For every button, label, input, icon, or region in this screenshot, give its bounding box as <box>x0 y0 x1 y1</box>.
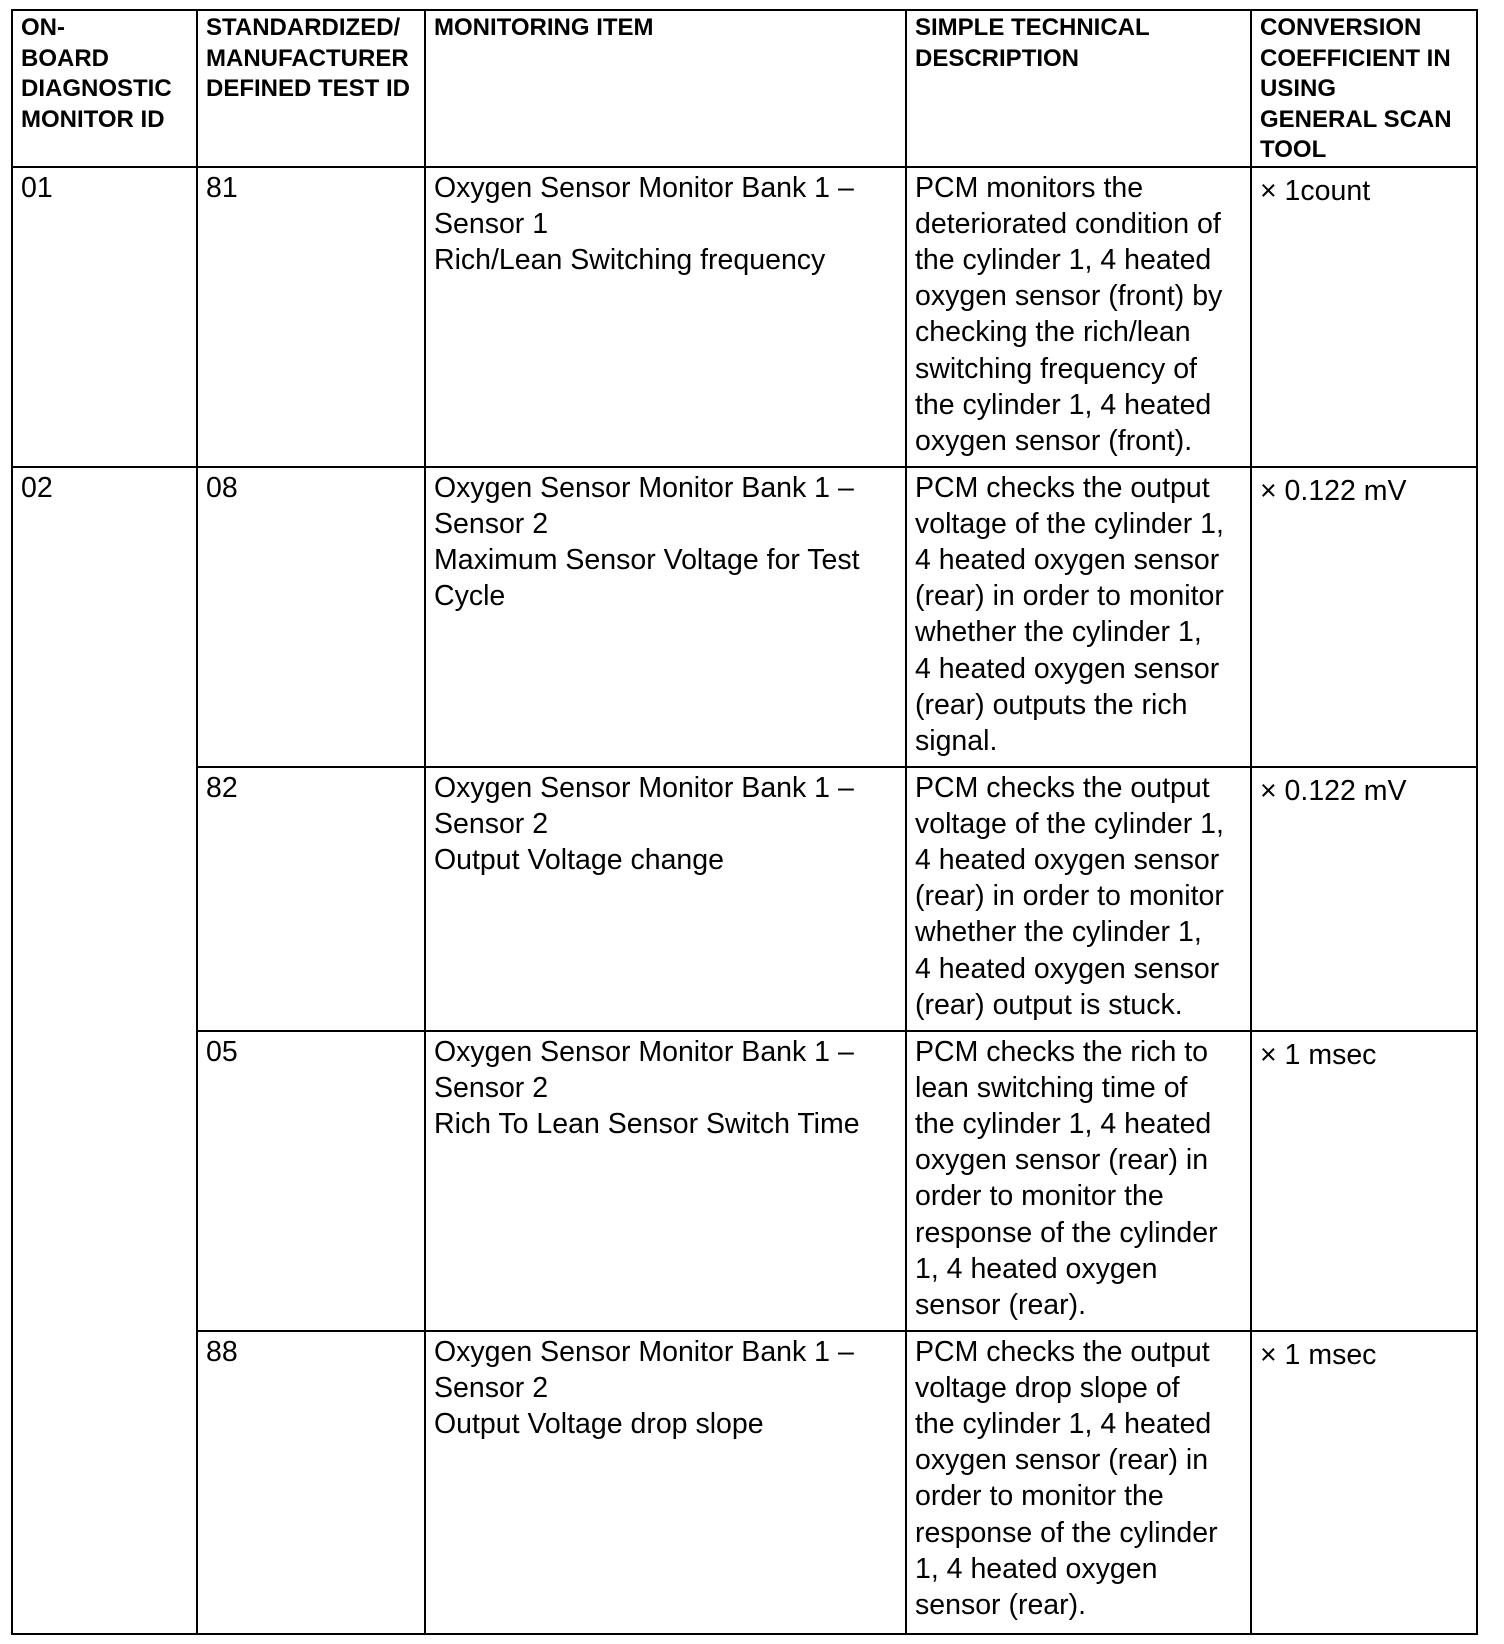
diagnostic-monitor-table <box>11 9 1478 1635</box>
coefficient-cell: × 1count <box>1251 167 1477 467</box>
table-row <box>12 167 1477 467</box>
description-cell: PCM checks the output voltage of the cylinder 1, 4 heated oxygen sensor (rear) in order to monitor whether the cylinder 1, 4 heated oxygen sensor (rear) outputs the rich signal. <box>906 467 1251 767</box>
test-id-cell: 08 <box>197 467 425 767</box>
test-id-cell: 81 <box>197 167 425 467</box>
monitoring-item-cell: Oxygen Sensor Monitor Bank 1 – Sensor 2 Output Voltage change <box>425 767 906 1031</box>
monitoring-item-cell: Oxygen Sensor Monitor Bank 1 – Sensor 2 Maximum Sensor Voltage for Test Cycle <box>425 467 906 767</box>
monitoring-item-cell: Oxygen Sensor Monitor Bank 1 – Sensor 1 Rich/Lean Switching frequency <box>425 167 906 467</box>
monitoring-item-cell: Oxygen Sensor Monitor Bank 1 – Sensor 2 Rich To Lean Sensor Switch Time <box>425 1031 906 1331</box>
coefficient-cell: × 0.122 mV <box>1251 467 1477 767</box>
test-id-cell: 82 <box>197 767 425 1031</box>
monitoring-item-cell: Oxygen Sensor Monitor Bank 1 – Sensor 2 Output Voltage drop slope <box>425 1331 906 1634</box>
description-cell: PCM checks the output voltage drop slope of the cylinder 1, 4 heated oxygen sensor (rear) in order to monitor the response of the cylinder 1, 4 heated oxygen sensor (rear). <box>906 1331 1251 1634</box>
coefficient-cell: × 1 msec <box>1251 1331 1477 1634</box>
table-row <box>12 1331 1477 1634</box>
description-cell: PCM monitors the deteriorated condition of the cylinder 1, 4 heated oxygen sensor (front) by checking the rich/lean switching frequency of the cylinder 1, 4 heated oxygen sensor (front). <box>906 167 1251 467</box>
header-monitoring-item: MONITORING ITEM <box>425 10 906 167</box>
table-row <box>12 767 1477 1031</box>
header-monitor-id: ON- BOARD DIAGNOSTIC MONITOR ID <box>12 10 197 167</box>
coefficient-cell: × 0.122 mV <box>1251 767 1477 1031</box>
coefficient-cell: × 1 msec <box>1251 1031 1477 1331</box>
monitor-id-cell: 02 <box>12 467 197 1634</box>
monitor-id-cell: 01 <box>12 167 197 467</box>
description-cell: PCM checks the rich to lean switching time of the cylinder 1, 4 heated oxygen sensor (rear) in order to monitor the response of the cylinder 1, 4 heated oxygen sensor (rear). <box>906 1031 1251 1331</box>
table-header-row <box>12 10 1477 167</box>
table-row <box>12 1031 1477 1331</box>
test-id-cell: 88 <box>197 1331 425 1634</box>
header-description: SIMPLE TECHNICAL DESCRIPTION <box>906 10 1251 167</box>
description-cell: PCM checks the output voltage of the cylinder 1, 4 heated oxygen sensor (rear) in order to monitor whether the cylinder 1, 4 heated oxygen sensor (rear) output is stuck. <box>906 767 1251 1031</box>
test-id-cell: 05 <box>197 1031 425 1331</box>
header-conversion-coefficient: CONVERSION COEFFICIENT IN USING GENERAL SCAN TOOL <box>1251 10 1477 167</box>
header-test-id: STANDARDIZED/ MANUFACTURER DEFINED TEST ID <box>197 10 425 167</box>
table-row <box>12 467 1477 767</box>
